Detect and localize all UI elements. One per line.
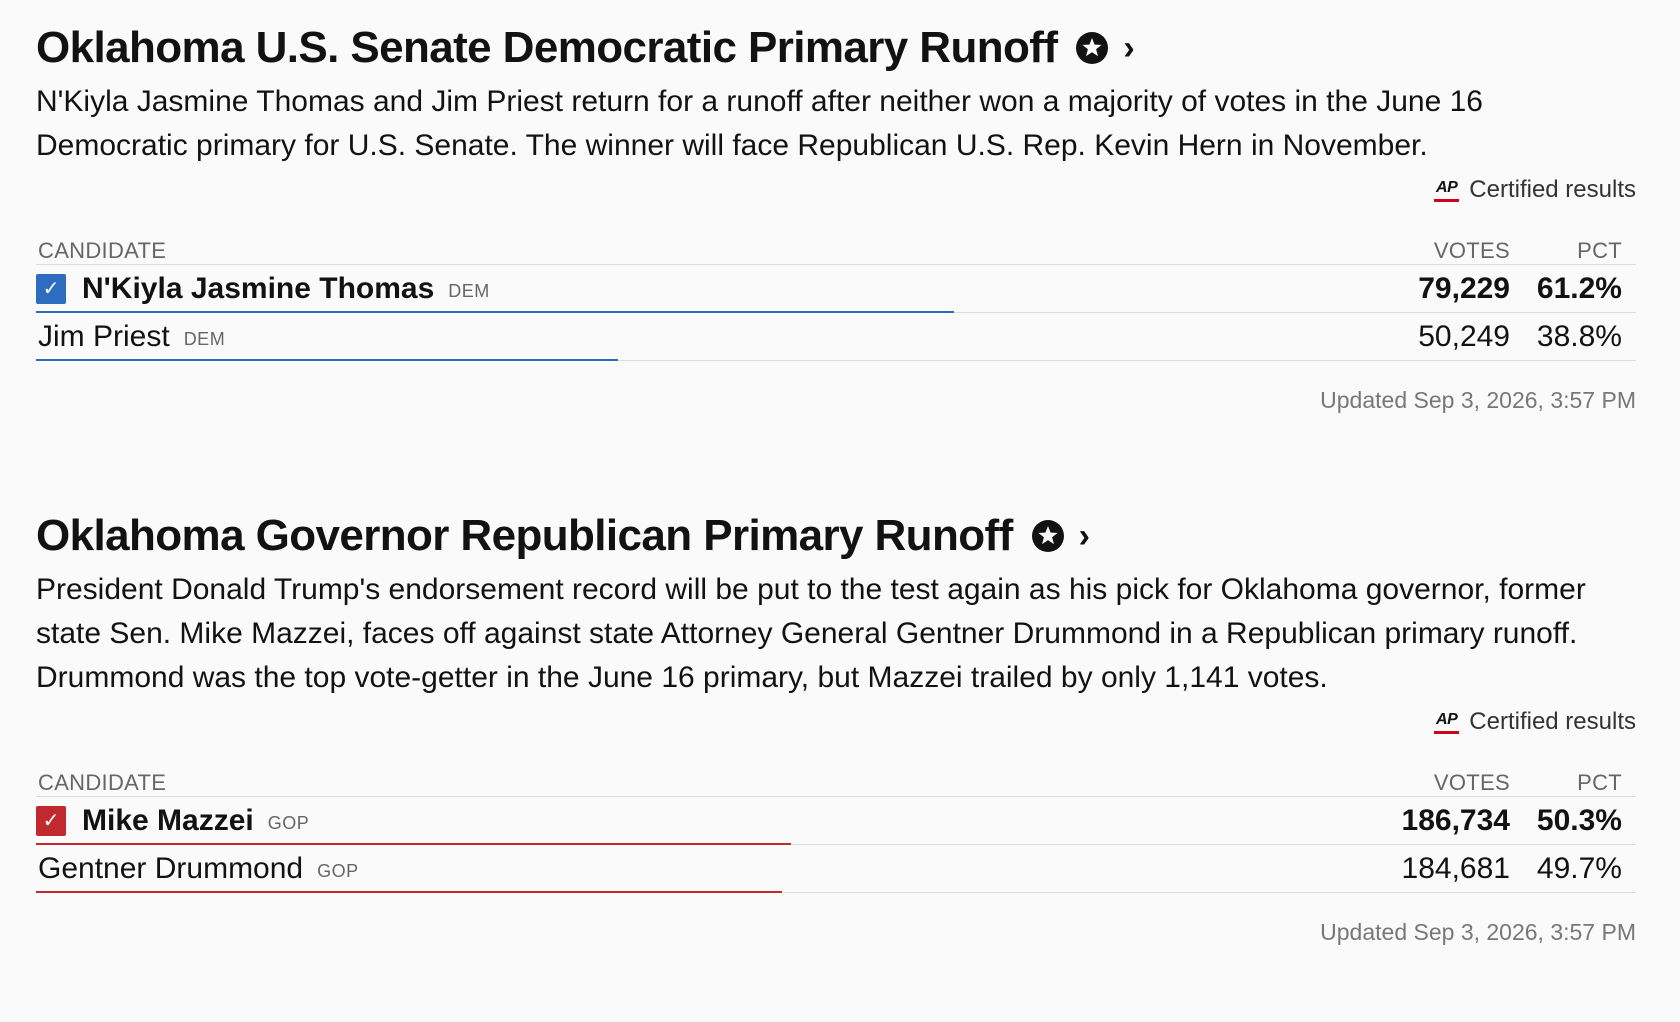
candidate-votes: 184,681	[1401, 851, 1510, 885]
certified-results-label: Certified results	[1469, 708, 1636, 735]
race-title[interactable]: Oklahoma Governor Republican Primary Runoff	[36, 511, 1013, 560]
certified-results-row	[36, 170, 1636, 210]
certified-results-row	[36, 702, 1636, 742]
candidate-votes: 79,229	[1418, 271, 1510, 305]
candidate-row	[36, 265, 1636, 313]
ap-logo: AP	[1434, 711, 1459, 734]
race-title-row	[36, 506, 1636, 566]
candidate-party: DEM	[448, 281, 490, 301]
race-summary: President Donald Trump's endorsement record will be put to the test again as his pick for Oklahoma governor, former state Sen. Mike Mazzei, faces off against state Attorney General Gentner Drummond in a Republican primary runoff. Drummond was the top vote-getter in the June 16 primary, but Mazzei trailed by only 1,141 votes.	[36, 573, 1586, 694]
vote-share-bar	[36, 359, 618, 361]
results-table-header	[36, 764, 1636, 797]
ap-logo: AP	[1434, 179, 1459, 202]
updated-timestamp: Updated Sep 3, 2026, 3:57 PM	[1320, 919, 1636, 945]
candidate-name: Gentner Drummond	[38, 851, 304, 885]
results-table	[36, 764, 1636, 893]
updated-timestamp: Updated Sep 3, 2026, 3:57 PM	[1320, 387, 1636, 413]
results-table	[36, 232, 1636, 361]
candidate-votes: 50,249	[1418, 319, 1510, 353]
candidate-party: DEM	[183, 329, 226, 349]
vote-share-bar	[36, 891, 782, 893]
star-in-circle-icon[interactable]	[1075, 31, 1109, 65]
header-pct: PCT	[1577, 238, 1622, 263]
header-votes: VOTES	[1433, 238, 1510, 263]
header-candidate: CANDIDATE	[38, 238, 167, 263]
race-title[interactable]: Oklahoma U.S. Senate Democratic Primary Runoff	[36, 23, 1058, 72]
candidate-pct: 50.3%	[1536, 803, 1622, 837]
chevron-right-icon[interactable]: ›	[1078, 517, 1090, 555]
chevron-right-icon[interactable]: ›	[1123, 29, 1135, 67]
header-pct: PCT	[1577, 770, 1622, 795]
candidate-party: GOP	[267, 813, 310, 833]
race-summary: N'Kiyla Jasmine Thomas and Jim Priest return for a runoff after neither won a majority of votes in the June 16 Democratic primary for U.S. Senate. The winner will face Republican U.S. Rep. Kevin Hern in November.	[36, 85, 1483, 162]
star-in-circle-icon[interactable]	[1031, 519, 1065, 553]
winner-checkmark-icon: ✓	[36, 274, 66, 304]
certified-results-label: Certified results	[1469, 176, 1636, 203]
race-title-row	[36, 18, 1636, 78]
candidate-pct: 49.7%	[1536, 851, 1622, 885]
candidate-pct: 38.8%	[1536, 319, 1622, 353]
candidate-pct: 61.2%	[1536, 271, 1622, 305]
candidate-name: Mike Mazzei	[82, 803, 254, 837]
candidate-party: GOP	[317, 861, 359, 881]
winner-checkmark-icon: ✓	[36, 806, 66, 836]
race-card-governor	[36, 506, 1636, 946]
candidate-row	[36, 313, 1636, 361]
candidate-name: Jim Priest	[38, 319, 170, 353]
header-candidate: CANDIDATE	[38, 770, 167, 795]
candidate-votes: 186,734	[1401, 803, 1510, 837]
candidate-name: N'Kiyla Jasmine Thomas	[82, 271, 435, 305]
race-card-senate	[36, 18, 1636, 414]
candidate-row	[36, 845, 1636, 893]
header-votes: VOTES	[1433, 770, 1510, 795]
results-table-header	[36, 232, 1636, 265]
candidate-row	[36, 797, 1636, 845]
